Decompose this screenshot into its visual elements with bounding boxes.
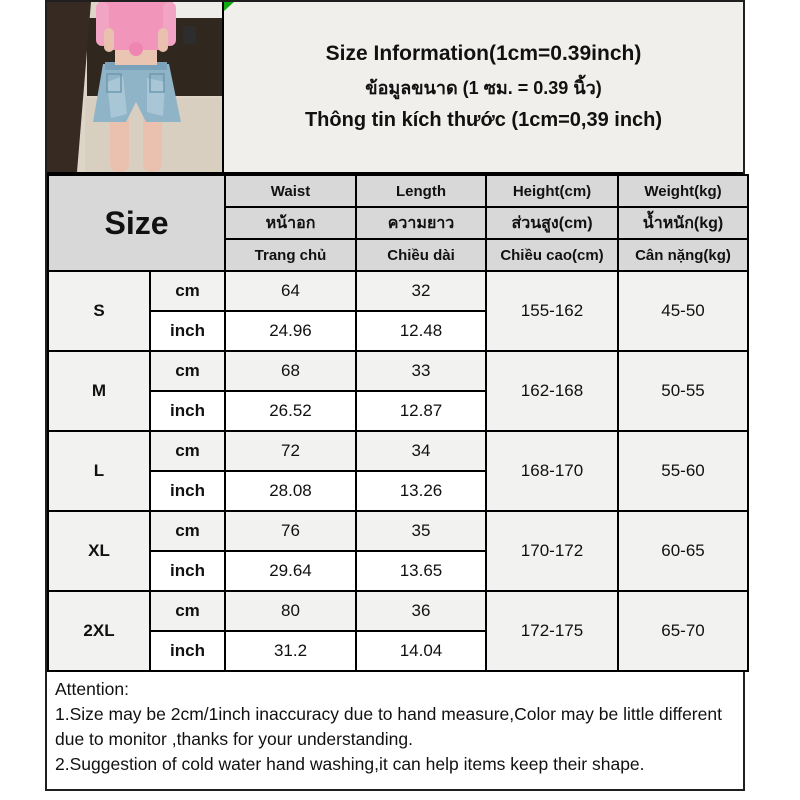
waist-inch-xl: 29.64 — [225, 551, 356, 591]
cell-corner-marker-icon — [224, 2, 234, 11]
size-header-cell: Size — [48, 175, 225, 271]
size-2xl: 2XL — [48, 591, 150, 671]
length-inch-2xl: 14.04 — [356, 631, 486, 671]
table-row — [48, 271, 748, 311]
col-waist-vi: Trang chủ — [225, 239, 356, 271]
waist-cm-m: 68 — [225, 351, 356, 391]
waist-cm-xl: 76 — [225, 511, 356, 551]
unit-cm: cm — [150, 511, 225, 551]
col-waist-th: หน้าอก — [225, 207, 356, 239]
unit-cm: cm — [150, 271, 225, 311]
unit-inch: inch — [150, 631, 225, 671]
weight-l: 55-60 — [618, 431, 748, 511]
table-row — [48, 511, 748, 551]
title-block — [224, 2, 743, 172]
length-inch-xl: 13.65 — [356, 551, 486, 591]
denim-shorts-photo-illustration — [47, 2, 222, 172]
length-cm-s: 32 — [356, 271, 486, 311]
unit-inch: inch — [150, 391, 225, 431]
col-height-th: ส่วนสูง(cm) — [486, 207, 618, 239]
weight-xl: 60-65 — [618, 511, 748, 591]
weight-2xl: 65-70 — [618, 591, 748, 671]
height-s: 155-162 — [486, 271, 618, 351]
waist-inch-2xl: 31.2 — [225, 631, 356, 671]
waist-inch-m: 26.52 — [225, 391, 356, 431]
size-m: M — [48, 351, 150, 431]
size-xl: XL — [48, 511, 150, 591]
unit-inch: inch — [150, 311, 225, 351]
waist-inch-l: 28.08 — [225, 471, 356, 511]
unit-cm: cm — [150, 591, 225, 631]
attention-note-1: 1.Size may be 2cm/1inch inaccuracy due to hand measure,Color may be little different due to monitor ,thanks for your understanding. — [55, 703, 722, 749]
unit-cm: cm — [150, 351, 225, 391]
title-vietnamese: Thông tin kích thước (1cm=0,39 inch) — [304, 109, 663, 131]
col-waist-en: Waist — [225, 175, 356, 207]
col-height-en: Height(cm) — [486, 175, 618, 207]
col-height-vi: Chiều cao(cm) — [486, 239, 618, 271]
height-m: 162-168 — [486, 351, 618, 431]
height-xl: 170-172 — [486, 511, 618, 591]
length-inch-s: 12.48 — [356, 311, 486, 351]
col-weight-vi: Cân nặng(kg) — [618, 239, 748, 271]
weight-s: 45-50 — [618, 271, 748, 351]
length-cm-l: 34 — [356, 431, 486, 471]
length-inch-m: 12.87 — [356, 391, 486, 431]
height-2xl: 172-175 — [486, 591, 618, 671]
waist-cm-2xl: 80 — [225, 591, 356, 631]
length-cm-xl: 35 — [356, 511, 486, 551]
col-length-th: ความยาว — [356, 207, 486, 239]
unit-inch: inch — [150, 471, 225, 511]
unit-inch: inch — [150, 551, 225, 591]
height-l: 168-170 — [486, 431, 618, 511]
attention-section — [47, 672, 743, 776]
attention-note-2: 2.Suggestion of cold water hand washing,it can help items keep their shape. — [55, 753, 645, 774]
table-row — [48, 431, 748, 471]
waist-cm-l: 72 — [225, 431, 356, 471]
size-s: S — [48, 271, 150, 351]
title-thai: ข้อมูลขนาด (1 ซม. = 0.39 นิ้ว) — [365, 78, 602, 98]
weight-m: 50-55 — [618, 351, 748, 431]
col-weight-th: น้ำหนัก(kg) — [618, 207, 748, 239]
attention-heading: Attention: — [55, 679, 129, 699]
col-weight-en: Weight(kg) — [618, 175, 748, 207]
waist-cm-s: 64 — [225, 271, 356, 311]
table-row — [48, 591, 748, 631]
unit-cm: cm — [150, 431, 225, 471]
length-cm-m: 33 — [356, 351, 486, 391]
title-english: Size Information(1cm=0.39inch) — [325, 42, 642, 65]
size-chart-sheet — [45, 0, 745, 791]
waist-inch-s: 24.96 — [225, 311, 356, 351]
col-length-en: Length — [356, 175, 486, 207]
length-cm-2xl: 36 — [356, 591, 486, 631]
product-photo — [47, 2, 224, 172]
size-table — [47, 174, 749, 672]
table-row — [48, 351, 748, 391]
size-l: L — [48, 431, 150, 511]
length-inch-l: 13.26 — [356, 471, 486, 511]
header-section — [47, 2, 743, 174]
col-length-vi: Chiều dài — [356, 239, 486, 271]
